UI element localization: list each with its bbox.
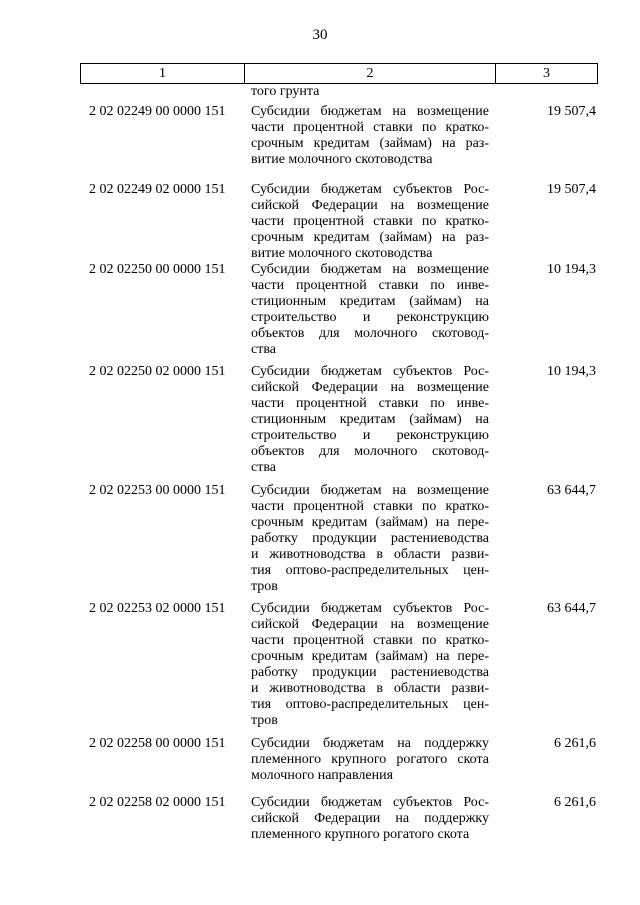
description-line: ства (251, 460, 276, 475)
row-amount: 19 507,4 (547, 104, 596, 119)
row-description (251, 262, 489, 358)
description-line: тия оптово-распределительных цен- (251, 563, 489, 578)
description-line: работку продукции растениеводства (251, 665, 489, 680)
header-col-3: 3 (543, 65, 550, 81)
description-line: Субсидии бюджетам субъектов Рос- (251, 795, 489, 810)
row-amount: 10 194,3 (547, 262, 596, 277)
description-line: срочным кредитам (займам) на пере- (251, 649, 489, 664)
budget-code: 2 02 02253 02 0000 151 (89, 601, 226, 616)
page-number: 30 (312, 27, 328, 43)
description-line: Субсидии бюджетам на возмещение (251, 104, 489, 119)
description-line: племенного крупного рогатого скота (251, 752, 489, 767)
budget-code: 2 02 02249 02 0000 151 (89, 182, 226, 197)
description-line: сийской Федерации на возмещение (251, 198, 489, 213)
description-line: ства (251, 342, 276, 357)
description-line: стиционным кредитам (займам) на (251, 412, 489, 427)
description-line: части процентной ставки по кратко- (251, 499, 489, 514)
description-line: сийской Федерации на возмещение (251, 617, 489, 632)
row-description (251, 182, 489, 262)
description-line: Субсидии бюджетам субъектов Рос- (251, 364, 489, 379)
description-line: срочным кредитам (займам) на раз- (251, 136, 489, 151)
row-amount: 63 644,7 (547, 601, 596, 616)
carryover-text: того грунта (251, 84, 320, 99)
budget-code: 2 02 02250 00 0000 151 (89, 262, 226, 277)
description-line: строительство и реконструкцию (251, 310, 489, 325)
description-line: объектов для молочного скотовод- (251, 444, 489, 459)
description-line: тров (251, 579, 278, 594)
description-line: витие молочного скотоводства (251, 152, 433, 167)
header-col-2: 2 (245, 64, 496, 83)
row-description (251, 364, 489, 476)
description-line: объектов для молочного скотовод- (251, 326, 489, 341)
budget-code: 2 02 02253 00 0000 151 (89, 483, 226, 498)
description-line: Субсидии бюджетам на возмещение (251, 262, 489, 277)
description-line: срочным кредитам (займам) на раз- (251, 230, 489, 245)
description-line: сийской Федерации на поддержку (251, 811, 489, 826)
row-amount: 63 644,7 (547, 483, 596, 498)
description-line: племенного крупного рогатого скота (251, 827, 470, 842)
description-line: части процентной ставки по кратко- (251, 120, 489, 135)
description-line: и животноводства в области разви- (251, 681, 489, 696)
row-description (251, 601, 489, 729)
description-line: Субсидии бюджетам на поддержку (251, 736, 489, 751)
description-line: Субсидии бюджетам на возмещение (251, 483, 489, 498)
budget-code: 2 02 02258 00 0000 151 (89, 736, 226, 751)
description-line: Субсидии бюджетам субъектов Рос- (251, 182, 489, 197)
description-line: стиционным кредитам (займам) на (251, 294, 489, 309)
row-amount: 6 261,6 (554, 736, 596, 751)
description-line: работку продукции растениеводства (251, 531, 489, 546)
row-amount: 19 507,4 (547, 182, 596, 197)
description-line: части процентной ставки по кратко- (251, 214, 489, 229)
row-description (251, 483, 489, 595)
description-line: молочного направления (251, 768, 394, 783)
row-description (251, 736, 489, 784)
description-line: части процентной ставки по инве- (251, 278, 489, 293)
description-line: части процентной ставки по инве- (251, 396, 489, 411)
budget-code: 2 02 02250 02 0000 151 (89, 364, 226, 379)
header-col-1: 1 (81, 64, 245, 83)
description-line: срочным кредитам (займам) на пере- (251, 515, 489, 530)
table-header (80, 63, 598, 84)
description-line: строительство и реконструкцию (251, 428, 489, 443)
description-line: сийской Федерации на возмещение (251, 380, 489, 395)
description-line: и животноводства в области разви- (251, 547, 489, 562)
budget-code: 2 02 02249 00 0000 151 (89, 104, 226, 119)
row-amount: 6 261,6 (554, 795, 596, 810)
description-line: тров (251, 713, 278, 728)
row-description (251, 104, 489, 168)
description-line: тия оптово-распределительных цен- (251, 697, 489, 712)
description-line: части процентной ставки по кратко- (251, 633, 489, 648)
row-amount: 10 194,3 (547, 364, 596, 379)
budget-code: 2 02 02258 02 0000 151 (89, 795, 226, 810)
description-line: витие молочного скотоводства (251, 246, 433, 261)
row-description (251, 795, 489, 843)
description-line: Субсидии бюджетам субъектов Рос- (251, 601, 489, 616)
